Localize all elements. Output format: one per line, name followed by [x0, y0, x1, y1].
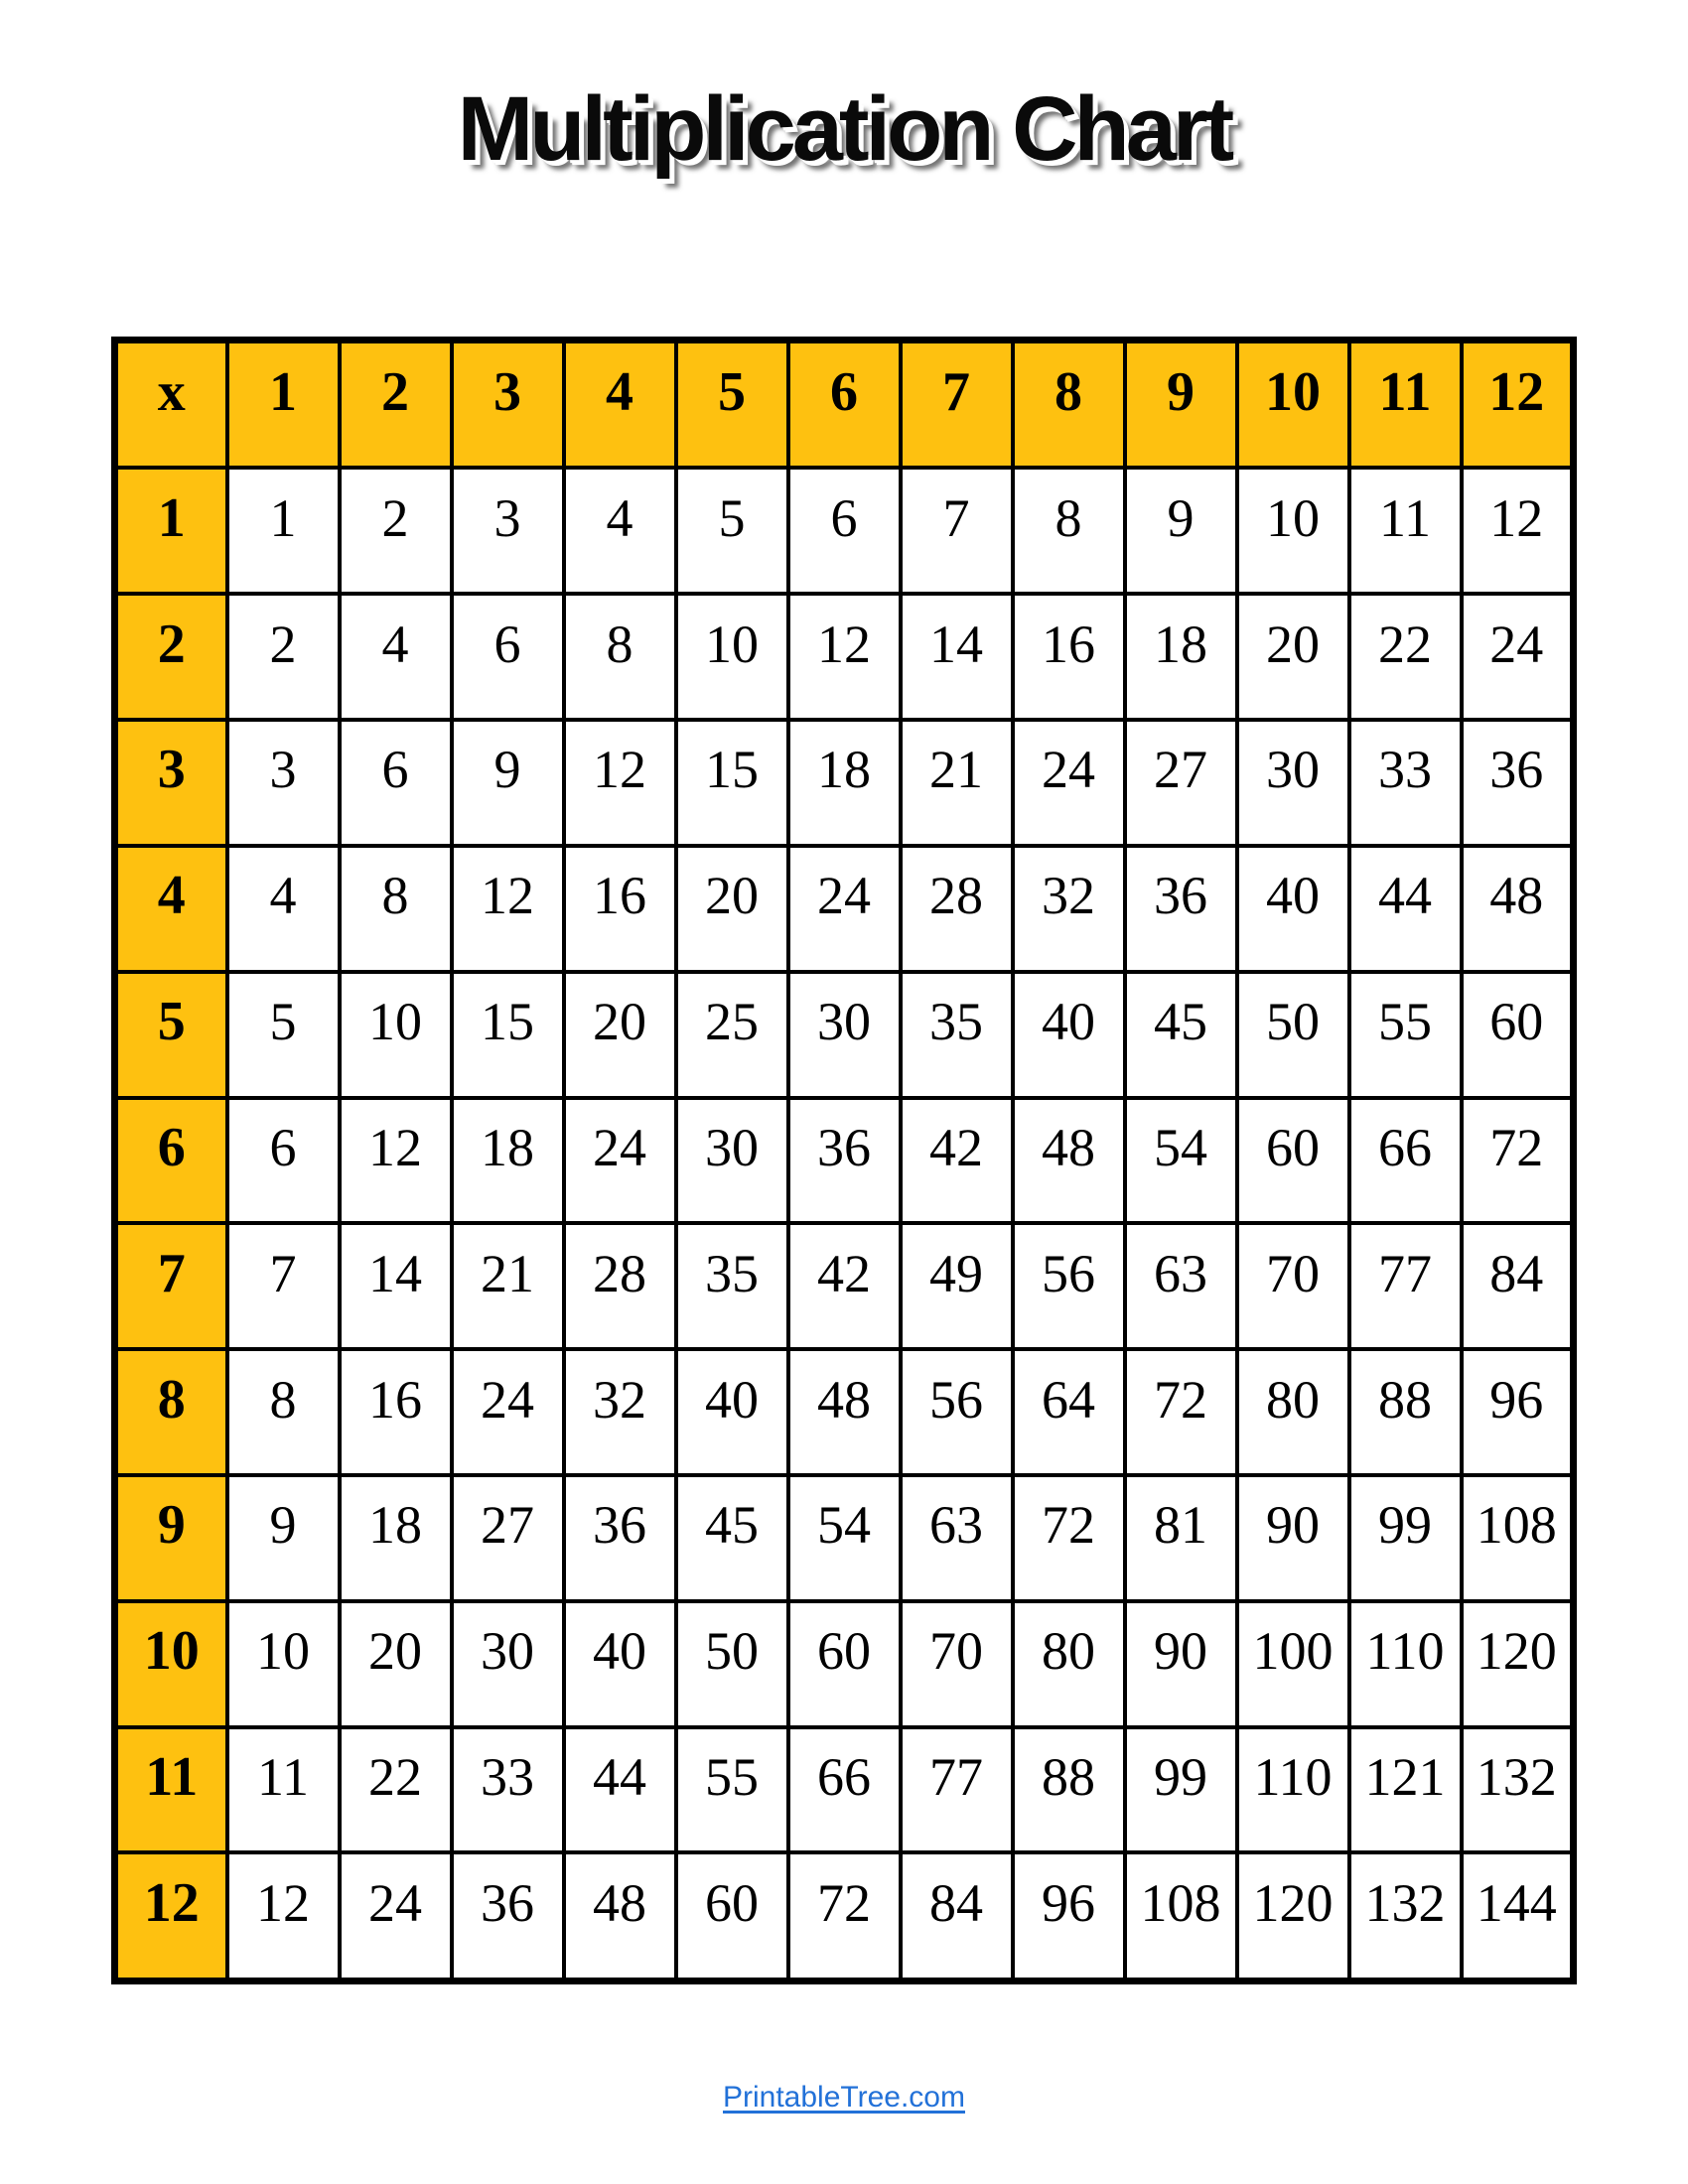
row-header-cell: 4 [115, 846, 227, 972]
product-cell: 110 [1349, 1601, 1462, 1727]
product-cell: 54 [788, 1475, 901, 1601]
product-cell: 144 [1462, 1852, 1574, 1980]
product-cell: 40 [676, 1349, 788, 1475]
column-header-cell: 3 [452, 341, 564, 469]
product-cell: 30 [452, 1601, 564, 1727]
product-cell: 24 [564, 1098, 676, 1224]
table-row [115, 468, 1574, 594]
footer-link[interactable]: PrintableTree.com [723, 2081, 965, 2114]
product-cell: 48 [788, 1349, 901, 1475]
table-row [115, 1852, 1574, 1980]
row-header-cell: 12 [115, 1852, 227, 1980]
product-cell: 18 [452, 1098, 564, 1224]
product-cell: 2 [227, 594, 340, 720]
product-cell: 36 [788, 1098, 901, 1224]
column-header-cell: 5 [676, 341, 788, 469]
page-title: Multiplication Chart [457, 78, 1231, 180]
product-cell: 27 [1125, 720, 1237, 846]
row-header-cell: 6 [115, 1098, 227, 1224]
table-row [115, 1601, 1574, 1727]
product-cell: 88 [1013, 1727, 1125, 1853]
product-cell: 1 [227, 468, 340, 594]
product-cell: 120 [1237, 1852, 1349, 1980]
product-cell: 72 [1125, 1349, 1237, 1475]
product-cell: 25 [676, 972, 788, 1098]
product-cell: 6 [340, 720, 452, 846]
product-cell: 9 [452, 720, 564, 846]
column-header-cell: 7 [901, 341, 1013, 469]
product-cell: 9 [1125, 468, 1237, 594]
product-cell: 55 [676, 1727, 788, 1853]
product-cell: 6 [227, 1098, 340, 1224]
footer [0, 2081, 1688, 2115]
product-cell: 15 [676, 720, 788, 846]
product-cell: 16 [564, 846, 676, 972]
product-cell: 24 [452, 1349, 564, 1475]
product-cell: 99 [1349, 1475, 1462, 1601]
product-cell: 8 [227, 1349, 340, 1475]
product-cell: 3 [227, 720, 340, 846]
product-cell: 8 [564, 594, 676, 720]
product-cell: 72 [1013, 1475, 1125, 1601]
corner-header-cell: x [115, 341, 227, 469]
product-cell: 108 [1462, 1475, 1574, 1601]
product-cell: 22 [340, 1727, 452, 1853]
product-cell: 70 [901, 1601, 1013, 1727]
product-cell: 24 [788, 846, 901, 972]
product-cell: 22 [1349, 594, 1462, 720]
product-cell: 90 [1237, 1475, 1349, 1601]
product-cell: 32 [564, 1349, 676, 1475]
product-cell: 40 [1237, 846, 1349, 972]
table-row [115, 1727, 1574, 1853]
product-cell: 40 [564, 1601, 676, 1727]
product-cell: 24 [1462, 594, 1574, 720]
column-header-cell: 6 [788, 341, 901, 469]
product-cell: 12 [340, 1098, 452, 1224]
product-cell: 4 [227, 846, 340, 972]
product-cell: 42 [788, 1223, 901, 1349]
row-header-cell: 9 [115, 1475, 227, 1601]
product-cell: 11 [227, 1727, 340, 1853]
product-cell: 88 [1349, 1349, 1462, 1475]
product-cell: 60 [1237, 1098, 1349, 1224]
product-cell: 30 [676, 1098, 788, 1224]
product-cell: 27 [452, 1475, 564, 1601]
product-cell: 132 [1462, 1727, 1574, 1853]
product-cell: 10 [227, 1601, 340, 1727]
product-cell: 132 [1349, 1852, 1462, 1980]
product-cell: 21 [901, 720, 1013, 846]
product-cell: 3 [452, 468, 564, 594]
product-cell: 36 [452, 1852, 564, 1980]
product-cell: 100 [1237, 1601, 1349, 1727]
product-cell: 60 [788, 1601, 901, 1727]
product-cell: 20 [1237, 594, 1349, 720]
product-cell: 64 [1013, 1349, 1125, 1475]
product-cell: 12 [788, 594, 901, 720]
column-header-cell: 1 [227, 341, 340, 469]
table-row [115, 594, 1574, 720]
product-cell: 7 [901, 468, 1013, 594]
product-cell: 35 [901, 972, 1013, 1098]
product-cell: 96 [1013, 1852, 1125, 1980]
product-cell: 36 [1462, 720, 1574, 846]
product-cell: 36 [564, 1475, 676, 1601]
column-header-cell: 2 [340, 341, 452, 469]
product-cell: 56 [1013, 1223, 1125, 1349]
product-cell: 72 [788, 1852, 901, 1980]
product-cell: 81 [1125, 1475, 1237, 1601]
table-row [115, 720, 1574, 846]
product-cell: 32 [1013, 846, 1125, 972]
product-cell: 99 [1125, 1727, 1237, 1853]
product-cell: 12 [227, 1852, 340, 1980]
product-cell: 36 [1125, 846, 1237, 972]
product-cell: 49 [901, 1223, 1013, 1349]
product-cell: 14 [901, 594, 1013, 720]
product-cell: 66 [1349, 1098, 1462, 1224]
column-header-cell: 10 [1237, 341, 1349, 469]
product-cell: 77 [1349, 1223, 1462, 1349]
table-row [115, 1223, 1574, 1349]
product-cell: 56 [901, 1349, 1013, 1475]
product-cell: 80 [1237, 1349, 1349, 1475]
product-cell: 48 [1462, 846, 1574, 972]
product-cell: 45 [676, 1475, 788, 1601]
product-cell: 16 [1013, 594, 1125, 720]
product-cell: 84 [1462, 1223, 1574, 1349]
product-cell: 4 [340, 594, 452, 720]
product-cell: 40 [1013, 972, 1125, 1098]
product-cell: 18 [340, 1475, 452, 1601]
table-header-row [115, 341, 1574, 469]
product-cell: 24 [340, 1852, 452, 1980]
product-cell: 18 [1125, 594, 1237, 720]
product-cell: 24 [1013, 720, 1125, 846]
row-header-cell: 1 [115, 468, 227, 594]
product-cell: 63 [901, 1475, 1013, 1601]
product-cell: 80 [1013, 1601, 1125, 1727]
product-cell: 6 [788, 468, 901, 594]
product-cell: 20 [676, 846, 788, 972]
product-cell: 120 [1462, 1601, 1574, 1727]
product-cell: 10 [340, 972, 452, 1098]
product-cell: 35 [676, 1223, 788, 1349]
product-cell: 15 [452, 972, 564, 1098]
product-cell: 121 [1349, 1727, 1462, 1853]
product-cell: 54 [1125, 1098, 1237, 1224]
product-cell: 44 [1349, 846, 1462, 972]
column-header-cell: 11 [1349, 341, 1462, 469]
product-cell: 90 [1125, 1601, 1237, 1727]
product-cell: 77 [901, 1727, 1013, 1853]
product-cell: 33 [1349, 720, 1462, 846]
row-header-cell: 10 [115, 1601, 227, 1727]
product-cell: 28 [564, 1223, 676, 1349]
column-header-cell: 4 [564, 341, 676, 469]
product-cell: 28 [901, 846, 1013, 972]
product-cell: 45 [1125, 972, 1237, 1098]
product-cell: 50 [1237, 972, 1349, 1098]
row-header-cell: 5 [115, 972, 227, 1098]
product-cell: 14 [340, 1223, 452, 1349]
row-header-cell: 8 [115, 1349, 227, 1475]
column-header-cell: 9 [1125, 341, 1237, 469]
product-cell: 6 [452, 594, 564, 720]
product-cell: 16 [340, 1349, 452, 1475]
table-row [115, 846, 1574, 972]
product-cell: 33 [452, 1727, 564, 1853]
product-cell: 18 [788, 720, 901, 846]
row-header-cell: 11 [115, 1727, 227, 1853]
product-cell: 8 [340, 846, 452, 972]
product-cell: 12 [564, 720, 676, 846]
product-cell: 60 [1462, 972, 1574, 1098]
product-cell: 50 [676, 1601, 788, 1727]
product-cell: 66 [788, 1727, 901, 1853]
product-cell: 70 [1237, 1223, 1349, 1349]
row-header-cell: 7 [115, 1223, 227, 1349]
product-cell: 48 [1013, 1098, 1125, 1224]
column-header-cell: 12 [1462, 341, 1574, 469]
product-cell: 42 [901, 1098, 1013, 1224]
product-cell: 5 [676, 468, 788, 594]
product-cell: 60 [676, 1852, 788, 1980]
product-cell: 108 [1125, 1852, 1237, 1980]
multiplication-table [111, 337, 1577, 1984]
product-cell: 30 [788, 972, 901, 1098]
product-cell: 55 [1349, 972, 1462, 1098]
table-row [115, 972, 1574, 1098]
product-cell: 2 [340, 468, 452, 594]
product-cell: 5 [227, 972, 340, 1098]
product-cell: 96 [1462, 1349, 1574, 1475]
product-cell: 48 [564, 1852, 676, 1980]
table-row [115, 1349, 1574, 1475]
product-cell: 63 [1125, 1223, 1237, 1349]
table-row [115, 1475, 1574, 1601]
product-cell: 11 [1349, 468, 1462, 594]
row-header-cell: 3 [115, 720, 227, 846]
product-cell: 10 [676, 594, 788, 720]
product-cell: 21 [452, 1223, 564, 1349]
product-cell: 9 [227, 1475, 340, 1601]
product-cell: 12 [452, 846, 564, 972]
product-cell: 12 [1462, 468, 1574, 594]
product-cell: 20 [564, 972, 676, 1098]
product-cell: 84 [901, 1852, 1013, 1980]
product-cell: 7 [227, 1223, 340, 1349]
product-cell: 72 [1462, 1098, 1574, 1224]
product-cell: 4 [564, 468, 676, 594]
row-header-cell: 2 [115, 594, 227, 720]
product-cell: 44 [564, 1727, 676, 1853]
product-cell: 30 [1237, 720, 1349, 846]
column-header-cell: 8 [1013, 341, 1125, 469]
product-cell: 10 [1237, 468, 1349, 594]
table-row [115, 1098, 1574, 1224]
product-cell: 8 [1013, 468, 1125, 594]
product-cell: 20 [340, 1601, 452, 1727]
multiplication-table-body [115, 341, 1574, 1981]
product-cell: 110 [1237, 1727, 1349, 1853]
